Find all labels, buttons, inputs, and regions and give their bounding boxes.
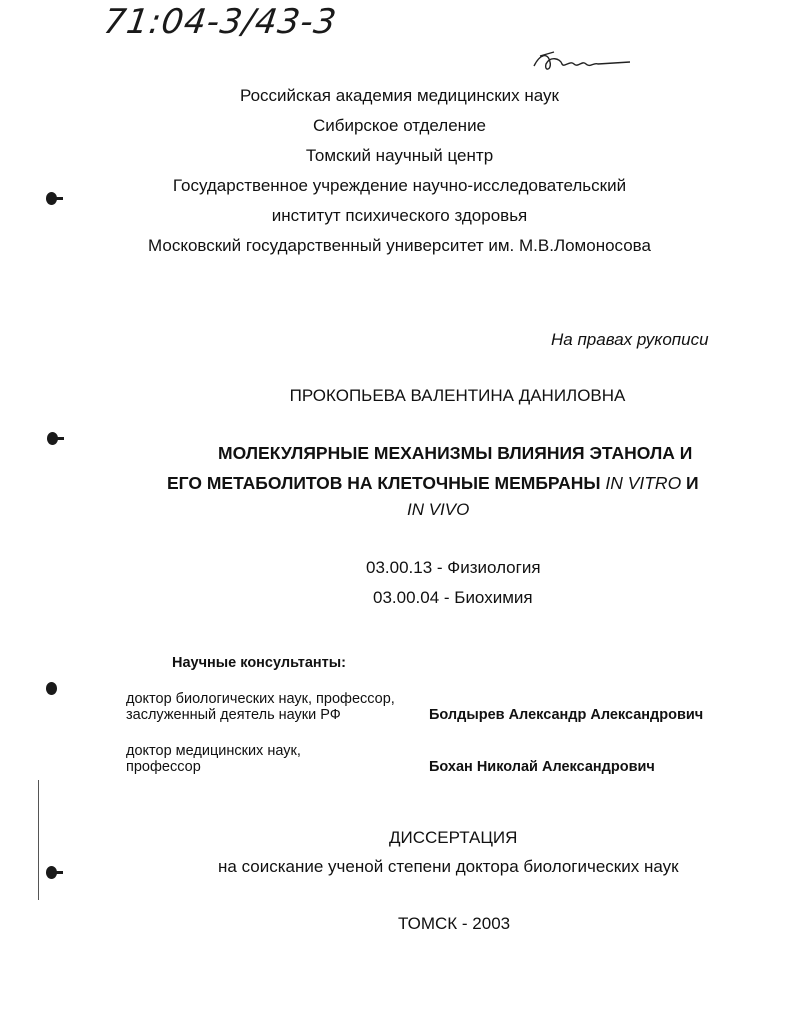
thesis-title-line-1: МОЛЕКУЛЯРНЫЕ МЕХАНИЗМЫ ВЛИЯНИЯ ЭТАНОЛА И: [218, 443, 693, 463]
institution-line: Государственное учреждение научно-исследовательский: [172, 176, 627, 195]
document-type: ДИССЕРТАЦИЯ: [389, 828, 518, 847]
consultant-name: Бохан Николай Александрович: [429, 759, 655, 775]
consultant-degree: заслуженный деятель науки РФ: [126, 707, 341, 723]
consultant-degree: доктор медицинских наук,: [126, 743, 301, 759]
thesis-title-line-3: IN VIVO: [407, 500, 470, 519]
institution-line: институт психического здоровья: [271, 206, 528, 225]
thesis-title-line-2: [167, 473, 699, 493]
degree-purpose: на соискание ученой степени доктора биологических наук: [218, 857, 679, 876]
scan-edge-line: [38, 780, 39, 900]
punch-hole-tail: [55, 871, 63, 874]
specialty-code: 03.00.04 - Биохимия: [373, 588, 533, 607]
consultant-name: Болдырев Александр Александрович: [429, 707, 704, 723]
punch-hole-mark: [46, 682, 57, 695]
author-name: ПРОКОПЬЕВА ВАЛЕНТИНА ДАНИЛОВНА: [289, 386, 626, 405]
consultant-degree: доктор биологических наук, профессор,: [126, 691, 395, 707]
manuscript-note: На правах рукописи: [551, 330, 709, 349]
consultant-degree: профессор: [126, 759, 201, 775]
institution-line: Сибирское отделение: [312, 116, 487, 135]
thesis-title-part: ЕГО МЕТАБОЛИТОВ НА КЛЕТОЧНЫЕ МЕМБРАНЫ: [167, 473, 606, 493]
thesis-title-part: И: [681, 473, 699, 493]
punch-hole-tail: [55, 197, 63, 200]
institution-line: Томский научный центр: [305, 146, 494, 165]
institution-line: Российская академия медицинских наук: [240, 86, 559, 105]
signature: [530, 48, 640, 78]
thesis-title-italic: IN VITRO: [605, 473, 682, 493]
punch-hole-tail: [56, 437, 64, 440]
institution-line: Московский государственный университет им. М.В.Ломоносова: [148, 236, 651, 255]
specialty-code: 03.00.13 - Физиология: [366, 558, 541, 577]
city-year: ТОМСК - 2003: [398, 914, 511, 933]
archive-code: 71:04-3/43-3: [101, 2, 340, 42]
consultants-heading: Научные консультанты:: [172, 655, 346, 671]
